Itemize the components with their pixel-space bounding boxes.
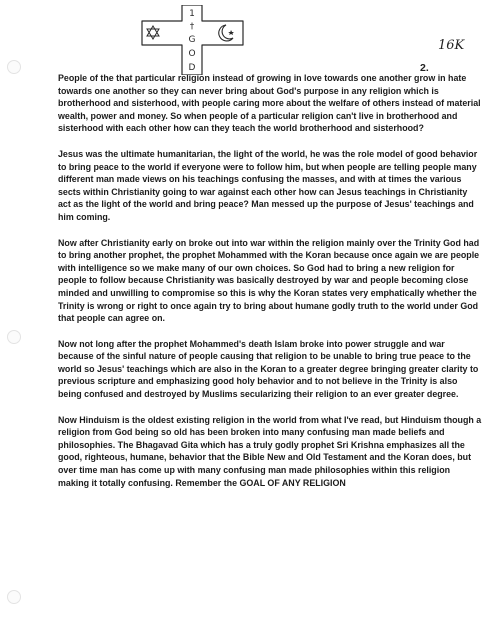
cross-letter: G	[188, 35, 196, 45]
paragraph: Now after Christianity early on broke out into war within the religion mainly over the Trinity God had to bring another prophet, the prophet Mohammed with the Koran because once again we are people with intelligence so we make many of our own choices. So God had to bring a new religion for people to follow because Christianity was basically destroyed by war and people becoming close minded and unwilling to compromise so this is why the Koran states very emphatically whether the Trinity is wrong or right to once again try to bring about humane godly truth to the world under God that people can agree on.	[58, 237, 480, 324]
paragraph: Jesus was the ultimate humanitarian, the light of the world, he was the role model of good behavior to bring peace to the world if everyone were to follow him, but when people are telling people many different man made views on his teachings confusing the masses, and with at times the various sects within Christianity going to war against each other how can Jesus teachings in Christianity act as the light of the world and bring peace? Man messed up the purpose of Jesus' teachings and him coming.	[58, 148, 478, 222]
punch-hole	[7, 590, 21, 604]
hand-drawn-cross-emblem	[140, 5, 245, 75]
crescent-icon	[219, 25, 234, 41]
cross-letter: O	[188, 49, 196, 59]
cross-letter: 1	[189, 9, 195, 19]
cross-letter: D	[188, 63, 196, 73]
paragraph: Now not long after the prophet Mohammed's death Islam broke into power struggle and war because of the sinful nature of people causing that religion to be unable to bring true peace to the world so Jesus' teachings which are also in the Koran to a greater degree bringing greater clarity to previous scripture and emphasizing good holy behavior and to not believe in the Trinity is also being confused and destroyed by Muslims secularizing their religion to an ever greater degree.	[58, 338, 479, 400]
paragraph: Now Hinduism is the oldest existing religion in the world from what I've read, but Hinduism though a religion from God being so old has been broken into many confusing man made beliefs and philosophies. The Bhagavad Gita which has a truly godly prophet Sri Krishna emphasizes all the good, righteous, humane, behavior that the Bible New and Old Testament and the Koran does, but over time man has come up with many confusing man made philosophies within this religion making it totally confusing. Remember the GOAL OF ANY RELIGION	[58, 414, 482, 488]
handwritten-page-mark: 16K	[438, 38, 465, 53]
paragraph: People of the that particular religion instead of growing in love towards one another grow in hate towards one another so they can never bring about God's purpose in any religion which is brotherhood and sisterhood, with people caring more about the welfare of others instead of material wealth, power and money. So when people of a particular religion can't live in brotherhood and sisterhood with each other how can they teach the world brotherhood and sisterhood?	[58, 73, 481, 134]
punch-hole	[7, 60, 21, 74]
star-of-david-icon	[147, 26, 159, 39]
punch-hole	[7, 330, 21, 344]
cross-letter: †	[189, 22, 195, 32]
body-text	[58, 72, 482, 502]
page-number: 2.	[420, 62, 429, 74]
